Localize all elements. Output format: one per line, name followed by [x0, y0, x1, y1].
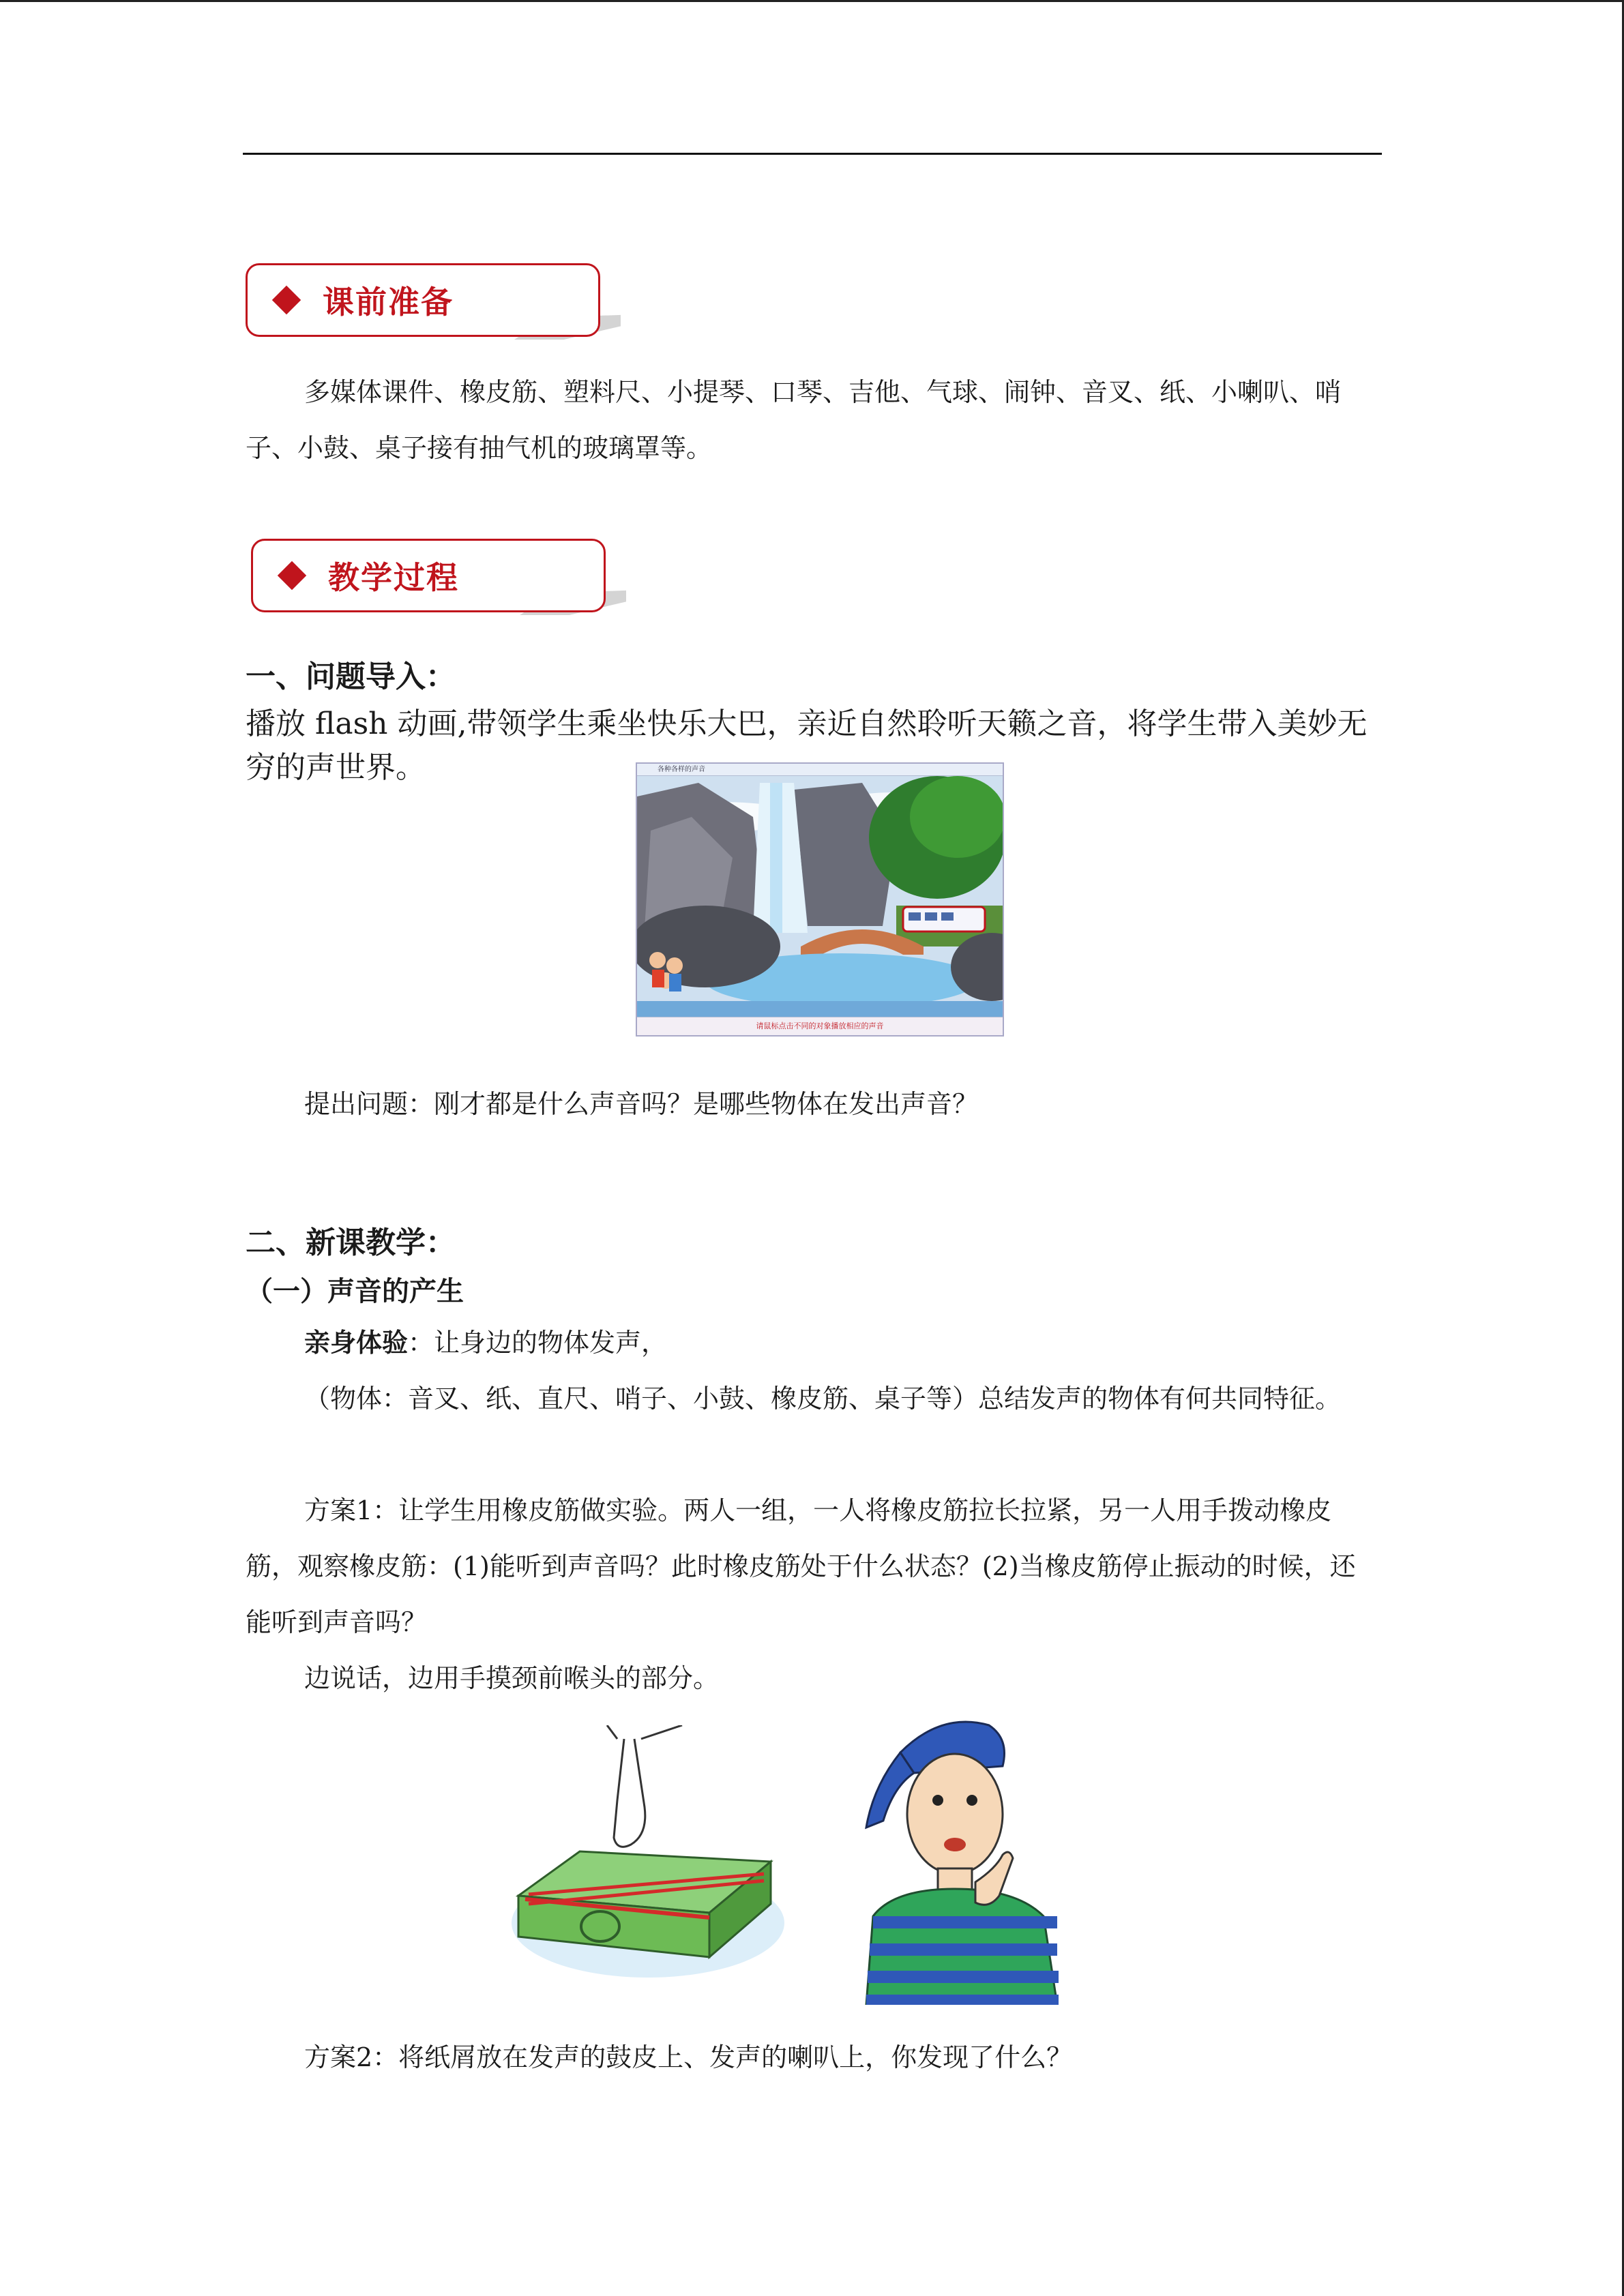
header-rule: [243, 153, 1382, 155]
rubber-band-box-illustration: [505, 1725, 791, 1984]
question-paragraph: 提出问题：刚才都是什么声音吗？是哪些物体在发出声音？: [304, 1089, 979, 1119]
section-badge-process: [251, 539, 606, 612]
heading-part2: 二、新课教学：: [246, 1225, 456, 1260]
throat-paragraph: 边说话，边用手摸颈前喉头的部分。: [304, 1663, 720, 1693]
section-title: 教学过程: [328, 559, 459, 596]
objects-paragraph: （物体：音叉、纸、直尺、哨子、小鼓、橡皮筋、桌子等）总结发声的物体有何共同特征。: [304, 1384, 1342, 1414]
diamond-icon: [278, 561, 306, 590]
experience-paragraph: [246, 1315, 1378, 1371]
experience-text: ：让身边的物体发声，: [408, 1328, 668, 1358]
boy-touching-throat-illustration: [853, 1712, 1112, 2005]
materials-paragraph: 多媒体课件、橡皮筋、塑料尺、小提琴、口琴、吉他、气球、闹钟、音叉、纸、小喇叭、哨子、小鼓、桌子接有抽气机的玻璃罩等。: [246, 377, 1342, 463]
subheading-sound-production: （一）声音的产生: [246, 1275, 464, 1307]
plan2-paragraph: 方案2：将纸屑放在发声的鼓皮上、发声的喇叭上，你发现了什么？: [304, 2042, 1073, 2072]
section-title: 课前准备: [323, 284, 454, 320]
intro-paragraph: 播放 flash 动画,带领学生乘坐快乐大巴，亲近自然聆听天籁之音，将学生带入美妙无穷的声世界。: [246, 706, 1368, 785]
flash-footer: 请鼠标点击不同的对象播放相应的声音: [637, 1017, 1003, 1035]
section-badge-prep: [246, 263, 600, 337]
experience-label: 亲身体验: [304, 1327, 409, 1358]
flash-title: 各种各样的声音: [637, 764, 1003, 776]
flash-animation-image: [636, 762, 1004, 1037]
badge-box: [251, 539, 606, 612]
heading-part1: 一、问题导入：: [246, 659, 456, 694]
diamond-icon: [272, 286, 301, 314]
landscape-illustration: [637, 776, 1003, 1019]
page-border: [0, 0, 1624, 2]
badge-box: [246, 263, 600, 337]
plan1-paragraph: 方案1：让学生用橡皮筋做实验。两人一组，一人将橡皮筋拉长拉紧，另一人用手拨动橡皮筋，观察橡皮筋：(1)能听到声音吗？此时橡皮筋处于什么状态？(2)当橡皮筋停止振动的时候，还能听到声音吗？: [246, 1495, 1356, 1637]
